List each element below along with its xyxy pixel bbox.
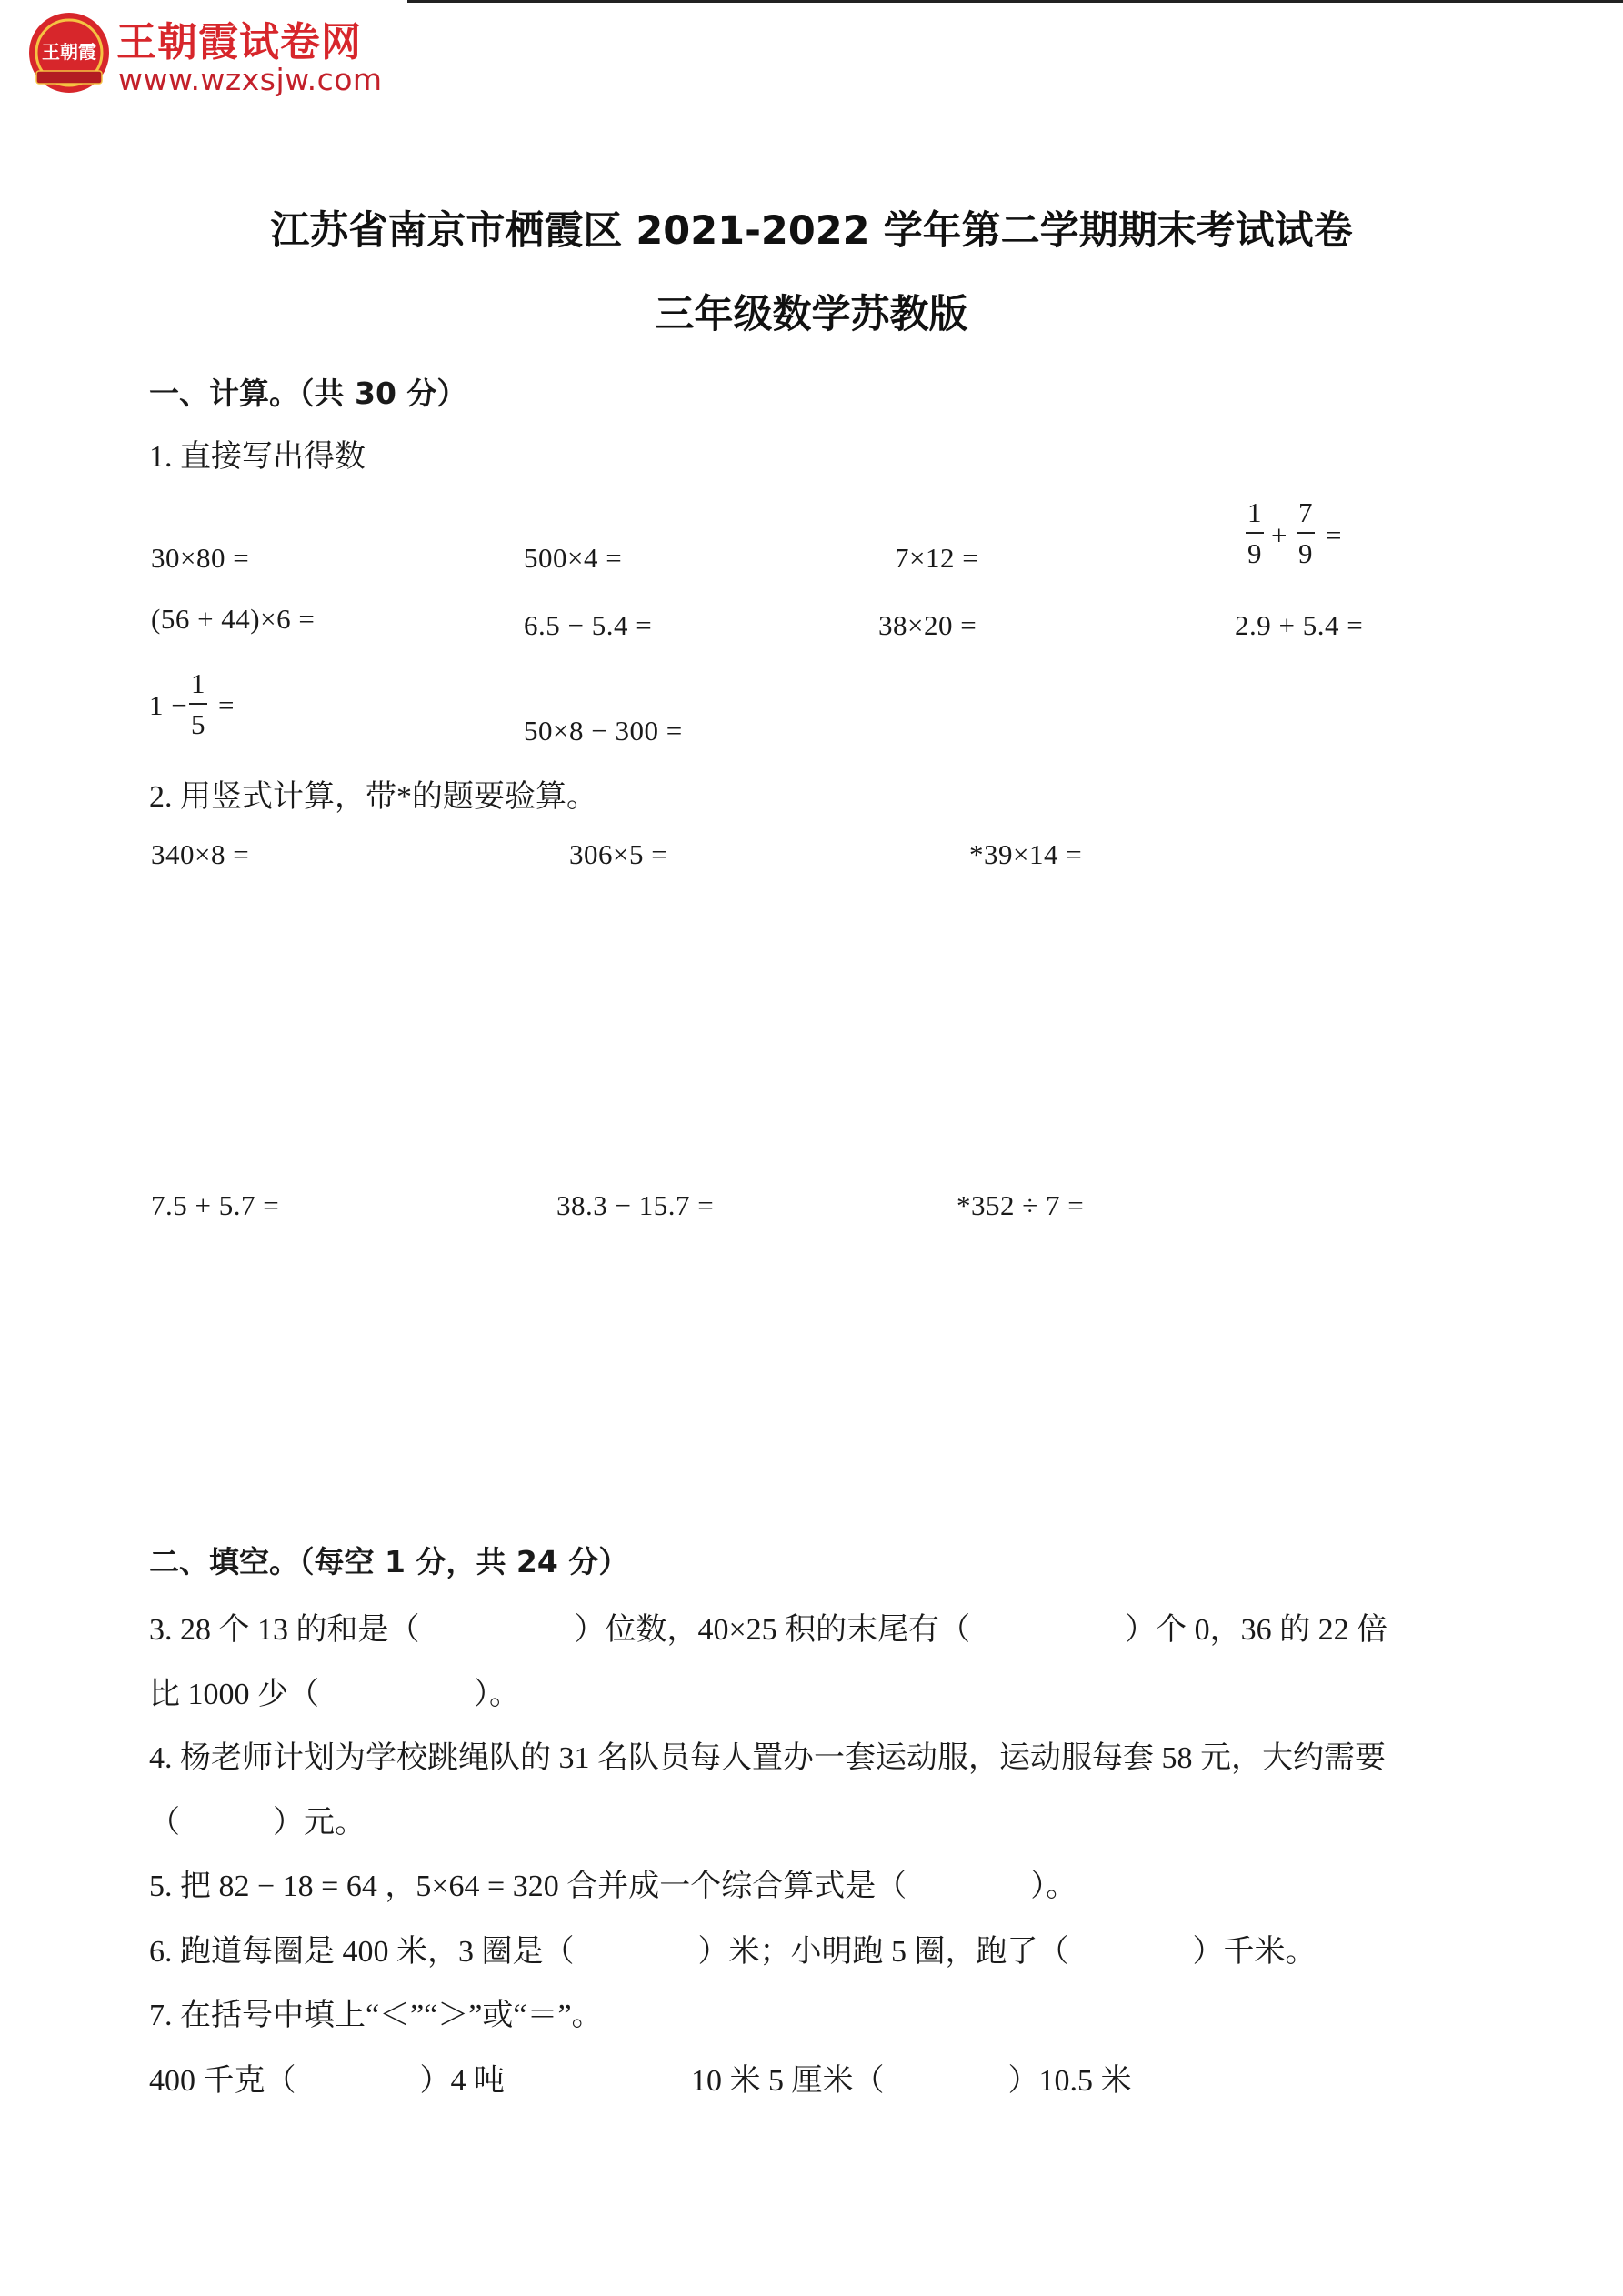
q1-item-4: (56 + 44)×6 = <box>151 603 316 635</box>
question-3-line-1: 3. 28 个 13 的和是（ ）位数，40×25 积的末尾有（ ）个 0，36 的 22 倍 <box>149 1613 1388 1647</box>
question-5: 5. 把 82 − 18 = 64 ，5×64 = 320 合并成一个综合算式是（ ）。 <box>149 1870 1077 1903</box>
question-6: 6. 跑道每圈是 400 米，3 圈是（ ）米；小明跑 5 圈，跑了（ ）千米。 <box>149 1935 1317 1969</box>
logo-name: 王朝霞试卷网 <box>116 19 362 65</box>
equals-sign: = <box>218 689 235 721</box>
q1-item-3: 7×12 = <box>895 542 979 574</box>
fraction-numerator: 1 <box>1247 496 1262 528</box>
q1-item-1: 30×80 = <box>151 542 250 574</box>
fraction-numerator: 1 <box>191 667 205 699</box>
question-4-line-1: 4. 杨老师计划为学校跳绳队的 31 名队员每人置办一套运动服，运动服每套 58 元，大约需要 <box>149 1741 1386 1775</box>
question-4-line-2: （ ）元。 <box>149 1806 366 1840</box>
plus-sign: + <box>1271 519 1287 551</box>
page-subtitle: 三年级数学苏教版 <box>655 292 968 337</box>
q2-item-6: *352 ÷ 7 = <box>957 1189 1085 1221</box>
fraction-1-9 <box>1246 498 1264 567</box>
q1-frac-lead: 1 − <box>149 689 188 721</box>
fraction-1-5 <box>189 669 207 738</box>
fraction-denominator: 5 <box>189 703 207 738</box>
q1-item-5: 6.5 − 5.4 = <box>524 609 653 641</box>
logo-seal-icon <box>27 11 111 95</box>
q2-item-3: *39×14 = <box>969 838 1083 870</box>
q2-item-2: 306×5 = <box>569 838 668 870</box>
question-2-label: 2. 用竖式计算，带*的题要验算。 <box>149 780 597 814</box>
q2-item-1: 340×8 = <box>151 838 250 870</box>
question-7: 7. 在括号中填上“＜”“＞”或“＝”。 <box>149 1999 603 2032</box>
question-7-compare-a: 400 千克（ ）4 吨 <box>149 2064 505 2098</box>
fraction-7-9 <box>1297 498 1315 567</box>
q1-item-7: 2.9 + 5.4 = <box>1235 609 1364 641</box>
equals-sign: = <box>1326 519 1342 551</box>
fraction-denominator: 9 <box>1297 532 1315 567</box>
question-1-label: 1. 直接写出得数 <box>149 440 366 474</box>
section-heading-fill-blank: 二、填空。（每空 1 分，共 24 分） <box>149 1544 629 1579</box>
question-7-compare-b: 10 米 5 厘米（ ）10.5 米 <box>691 2064 1132 2098</box>
fraction-numerator: 7 <box>1298 496 1313 528</box>
question-3-line-2: 比 1000 少（ ）。 <box>149 1678 520 1711</box>
logo-url[interactable]: www.wzxsjw.com <box>118 62 383 97</box>
header-rule <box>407 0 1623 3</box>
page-title: 江苏省南京市栖霞区 2021-2022 学年第二学期期末考试试卷 <box>270 208 1353 254</box>
fraction-denominator: 9 <box>1246 532 1264 567</box>
q2-item-4: 7.5 + 5.7 = <box>151 1189 280 1221</box>
q1-item-8: 50×8 − 300 = <box>524 715 683 747</box>
logo-seal-text: 王朝霞 <box>42 41 96 63</box>
q2-item-5: 38.3 − 15.7 = <box>556 1189 715 1221</box>
q1-item-6: 38×20 = <box>878 609 977 641</box>
section-heading-calculation: 一、计算。（共 30 分） <box>149 376 467 411</box>
q1-item-2: 500×4 = <box>524 542 623 574</box>
